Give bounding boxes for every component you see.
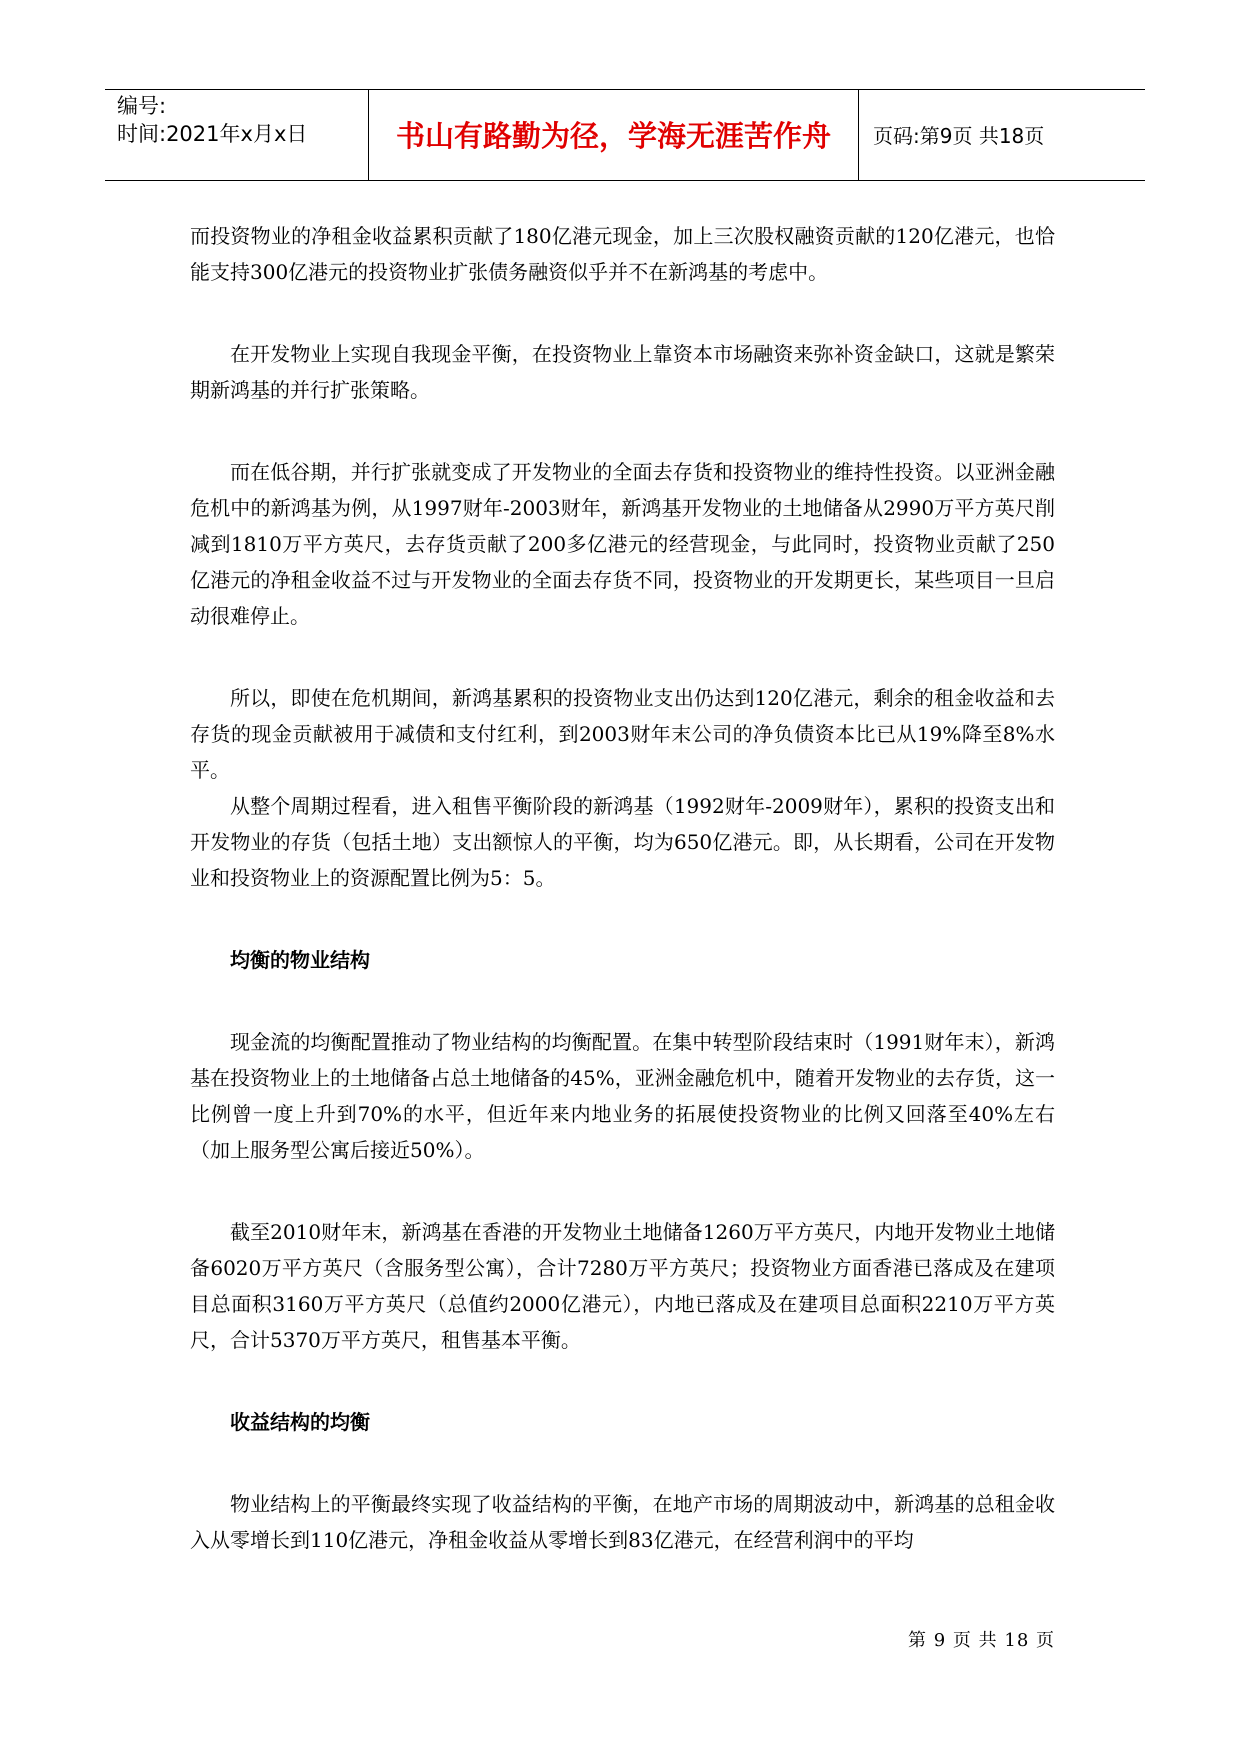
paragraph-gap [190, 1168, 1055, 1214]
paragraph: 而投资物业的净租金收益累积贡献了180亿港元现金，加上三次股权融资贡献的120亿港元，也恰能支持300亿港元的投资物业扩张债务融资似乎并不在新鸿基的考虑中。 [190, 224, 1055, 284]
paragraph-gap [190, 1440, 1055, 1486]
paragraph-gap [190, 978, 1055, 1024]
paragraph: 物业结构上的平衡最终实现了收益结构的平衡，在地产市场的周期波动中，新鸿基的总租金收入从零增长到110亿港元，净租金收益从零增长到83亿港元，在经营利润中的平均 [190, 1492, 1055, 1552]
document-number-label: 编号: [117, 94, 167, 118]
header-meta [105, 90, 369, 180]
document-time-label: 时间:2021年x月x日 [117, 122, 308, 146]
paragraph-gap [190, 290, 1055, 336]
section-heading: 收益结构的均衡 [230, 1410, 370, 1434]
document-body [190, 218, 1055, 1558]
section-heading: 均衡的物业结构 [230, 948, 370, 972]
paragraph-gap [190, 1358, 1055, 1404]
paragraph: 在开发物业上实现自我现金平衡，在投资物业上靠资本市场融资来弥补资金缺口，这就是繁荣期新鸿基的并行扩张策略。 [190, 342, 1055, 402]
page-footer: 第 9 页 共 18 页 [908, 1630, 1055, 1651]
paragraph: 从整个周期过程看，进入租售平衡阶段的新鸿基（1992财年-2009财年），累积的投资支出和开发物业的存货（包括土地）支出额惊人的平衡，均为650亿港元。即，从长期看，公司在开发物业和投资物业上的资源配置比例为5：5。 [190, 794, 1055, 890]
paragraph-gap [190, 896, 1055, 942]
paragraph: 截至2010财年末，新鸿基在香港的开发物业土地储备1260万平方英尺，内地开发物业土地储备6020万平方英尺（含服务型公寓），合计7280万平方英尺；投资物业方面香港已落成及在建项目总面积3160万平方英尺（总值约2000亿港元），内地已落成及在建项目总面积2210万平方英尺，合计5370万平方英尺，租售基本平衡。 [190, 1220, 1055, 1352]
paragraph: 而在低谷期，并行扩张就变成了开发物业的全面去存货和投资物业的维持性投资。以亚洲金融危机中的新鸿基为例，从1997财年-2003财年，新鸿基开发物业的土地储备从2990万平方英尺削减到1810万平方英尺，去存货贡献了200多亿港元的经营现金，与此同时，投资物业贡献了250亿港元的净租金收益不过与开发物业的全面去存货不同，投资物业的开发期更长，某些项目一旦启动很难停止。 [190, 460, 1055, 628]
header-motto: 书山有路勤为径，学海无涯苦作舟 [369, 90, 859, 180]
paragraph: 现金流的均衡配置推动了物业结构的均衡配置。在集中转型阶段结束时（1991财年末），新鸿基在投资物业上的土地储备占总土地储备的45%，亚洲金融危机中，随着开发物业的去存货，这一比例曾一度上升到70%的水平，但近年来内地业务的拓展使投资物业的比例又回落至40%左右（加上服务型公寓后接近50%）。 [190, 1030, 1055, 1162]
header-page-number: 页码:第9页 共18页 [873, 124, 1045, 148]
page-header [105, 89, 1145, 181]
paragraph: 所以，即使在危机期间，新鸿基累积的投资物业支出仍达到120亿港元，剩余的租金收益和去存货的现金贡献被用于减债和支付红利，到2003财年末公司的净负债资本比已从19%降至8%水平。 [190, 686, 1055, 782]
paragraph-gap [190, 634, 1055, 680]
paragraph-gap [190, 408, 1055, 454]
